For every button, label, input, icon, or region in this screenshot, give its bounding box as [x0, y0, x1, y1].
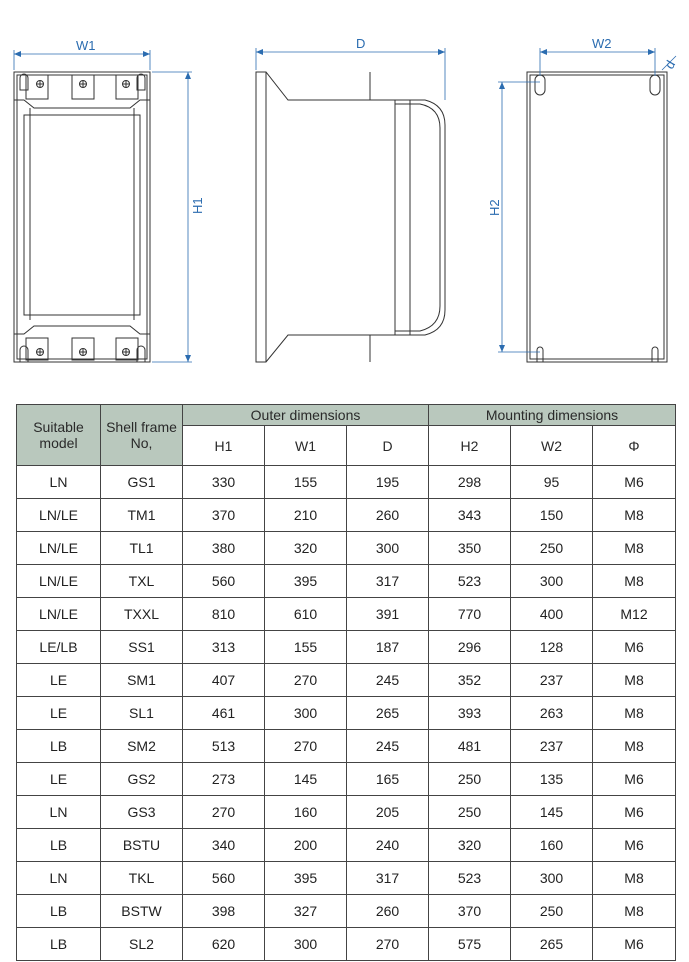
cell-h1: 407: [183, 664, 265, 697]
cell-d: 260: [347, 895, 429, 928]
cell-h1: 313: [183, 631, 265, 664]
cell-suitable-model: LB: [17, 730, 101, 763]
cell-h2: 523: [429, 862, 511, 895]
cell-h2: 343: [429, 499, 511, 532]
side-view: [256, 72, 445, 362]
dimensions-table: [16, 404, 676, 961]
cell-w2: 250: [511, 532, 593, 565]
cell-w2: 145: [511, 796, 593, 829]
cell-phi: M6: [593, 763, 676, 796]
cell-h1: 380: [183, 532, 265, 565]
cell-w2: 135: [511, 763, 593, 796]
cell-shell-frame: GS2: [101, 763, 183, 796]
cell-w1: 200: [265, 829, 347, 862]
cell-h2: 250: [429, 796, 511, 829]
cell-phi: M8: [593, 565, 676, 598]
cell-suitable-model: LE/LB: [17, 631, 101, 664]
table-row: [17, 829, 676, 862]
cell-h2: 770: [429, 598, 511, 631]
col-h1: H1: [183, 426, 265, 466]
cell-phi: M8: [593, 697, 676, 730]
cell-h1: 461: [183, 697, 265, 730]
cell-suitable-model: LE: [17, 763, 101, 796]
cell-w2: 160: [511, 829, 593, 862]
cell-h1: 270: [183, 796, 265, 829]
cell-d: 317: [347, 862, 429, 895]
table-header: [17, 405, 676, 466]
cell-phi: M8: [593, 499, 676, 532]
cell-d: 165: [347, 763, 429, 796]
cell-h1: 620: [183, 928, 265, 961]
cell-w2: 265: [511, 928, 593, 961]
cell-d: 265: [347, 697, 429, 730]
cell-w1: 210: [265, 499, 347, 532]
cell-w1: 270: [265, 730, 347, 763]
table-row: [17, 631, 676, 664]
table-row: [17, 598, 676, 631]
cell-h1: 560: [183, 565, 265, 598]
cell-shell-frame: TL1: [101, 532, 183, 565]
cell-w2: 300: [511, 565, 593, 598]
cell-h2: 481: [429, 730, 511, 763]
col-phi: Φ: [593, 426, 676, 466]
cell-w1: 155: [265, 631, 347, 664]
cell-shell-frame: SM1: [101, 664, 183, 697]
cell-w2: 237: [511, 664, 593, 697]
cell-w1: 300: [265, 697, 347, 730]
cell-h2: 298: [429, 466, 511, 499]
cell-phi: M8: [593, 895, 676, 928]
cell-shell-frame: GS3: [101, 796, 183, 829]
cell-h2: 370: [429, 895, 511, 928]
cell-suitable-model: LB: [17, 895, 101, 928]
cell-shell-frame: TXL: [101, 565, 183, 598]
cell-d: 300: [347, 532, 429, 565]
cell-shell-frame: SM2: [101, 730, 183, 763]
cell-suitable-model: LN: [17, 796, 101, 829]
cell-d: 187: [347, 631, 429, 664]
cell-w1: 270: [265, 664, 347, 697]
cell-suitable-model: LE: [17, 664, 101, 697]
suitable-model-header: Suitable model: [17, 405, 101, 466]
cell-h2: 523: [429, 565, 511, 598]
cell-phi: M6: [593, 829, 676, 862]
cell-phi: M6: [593, 928, 676, 961]
cell-d: 195: [347, 466, 429, 499]
cell-phi: M8: [593, 532, 676, 565]
cell-phi: M6: [593, 796, 676, 829]
cell-h2: 352: [429, 664, 511, 697]
h1-label: H1: [190, 197, 205, 214]
cell-shell-frame: GS1: [101, 466, 183, 499]
cell-h1: 370: [183, 499, 265, 532]
cell-h2: 320: [429, 829, 511, 862]
cell-h1: 340: [183, 829, 265, 862]
cell-suitable-model: LN/LE: [17, 499, 101, 532]
cell-shell-frame: BSTU: [101, 829, 183, 862]
cell-suitable-model: LN/LE: [17, 532, 101, 565]
table-row: [17, 796, 676, 829]
table-row: [17, 730, 676, 763]
cell-w1: 155: [265, 466, 347, 499]
table-row: [17, 664, 676, 697]
cell-h1: 273: [183, 763, 265, 796]
col-w1: W1: [265, 426, 347, 466]
col-d: D: [347, 426, 429, 466]
table-row: [17, 763, 676, 796]
table-row: [17, 532, 676, 565]
cell-d: 317: [347, 565, 429, 598]
cell-w2: 237: [511, 730, 593, 763]
front-view: [14, 72, 150, 362]
cell-h2: 250: [429, 763, 511, 796]
table-row: [17, 697, 676, 730]
cell-w2: 128: [511, 631, 593, 664]
cell-h1: 810: [183, 598, 265, 631]
cell-suitable-model: LN: [17, 466, 101, 499]
cell-suitable-model: LN/LE: [17, 565, 101, 598]
cell-w1: 300: [265, 928, 347, 961]
cell-w2: 150: [511, 499, 593, 532]
cell-h1: 398: [183, 895, 265, 928]
cell-d: 240: [347, 829, 429, 862]
cell-d: 260: [347, 499, 429, 532]
cell-phi: M8: [593, 664, 676, 697]
cell-d: 391: [347, 598, 429, 631]
cell-w1: 145: [265, 763, 347, 796]
cell-suitable-model: LE: [17, 697, 101, 730]
d-label: D: [356, 36, 366, 51]
hole-label: d: [661, 57, 679, 72]
table-body: [17, 466, 676, 961]
h2-label: H2: [487, 199, 502, 216]
cell-h2: 393: [429, 697, 511, 730]
cell-h2: 296: [429, 631, 511, 664]
table-row: [17, 466, 676, 499]
cell-phi: M8: [593, 730, 676, 763]
cell-shell-frame: SS1: [101, 631, 183, 664]
cell-shell-frame: TKL: [101, 862, 183, 895]
w2-label: W2: [592, 36, 612, 51]
cell-w2: 95: [511, 466, 593, 499]
table-row: [17, 565, 676, 598]
cell-w2: 400: [511, 598, 593, 631]
cell-w1: 160: [265, 796, 347, 829]
cell-w2: 300: [511, 862, 593, 895]
cell-phi: M8: [593, 862, 676, 895]
mounting-dimensions-header: Mounting dimensions: [429, 405, 676, 426]
table-row: [17, 928, 676, 961]
table-row: [17, 499, 676, 532]
cell-suitable-model: LB: [17, 928, 101, 961]
cell-w1: 327: [265, 895, 347, 928]
col-w2: W2: [511, 426, 593, 466]
cell-h2: 350: [429, 532, 511, 565]
cell-w1: 610: [265, 598, 347, 631]
cell-phi: M12: [593, 598, 676, 631]
cell-d: 245: [347, 664, 429, 697]
outer-dimensions-header: Outer dimensions: [183, 405, 429, 426]
cell-d: 205: [347, 796, 429, 829]
cell-h1: 513: [183, 730, 265, 763]
cell-h2: 575: [429, 928, 511, 961]
col-h2: H2: [429, 426, 511, 466]
cell-h1: 330: [183, 466, 265, 499]
back-view: [527, 72, 667, 362]
cell-shell-frame: TM1: [101, 499, 183, 532]
cell-suitable-model: LN/LE: [17, 598, 101, 631]
cell-w1: 395: [265, 862, 347, 895]
cell-shell-frame: TXXL: [101, 598, 183, 631]
cell-shell-frame: SL1: [101, 697, 183, 730]
cell-h1: 560: [183, 862, 265, 895]
cell-d: 245: [347, 730, 429, 763]
cell-shell-frame: BSTW: [101, 895, 183, 928]
cell-w1: 395: [265, 565, 347, 598]
cell-suitable-model: LN: [17, 862, 101, 895]
cell-phi: M6: [593, 631, 676, 664]
dimension-drawing: [0, 0, 689, 380]
table-row: [17, 895, 676, 928]
cell-phi: M6: [593, 466, 676, 499]
table-row: [17, 862, 676, 895]
cell-w1: 320: [265, 532, 347, 565]
w1-label: W1: [76, 38, 96, 53]
cell-d: 270: [347, 928, 429, 961]
cell-suitable-model: LB: [17, 829, 101, 862]
shell-frame-header: Shell frame No,: [101, 405, 183, 466]
cell-w2: 263: [511, 697, 593, 730]
cell-shell-frame: SL2: [101, 928, 183, 961]
cell-w2: 250: [511, 895, 593, 928]
